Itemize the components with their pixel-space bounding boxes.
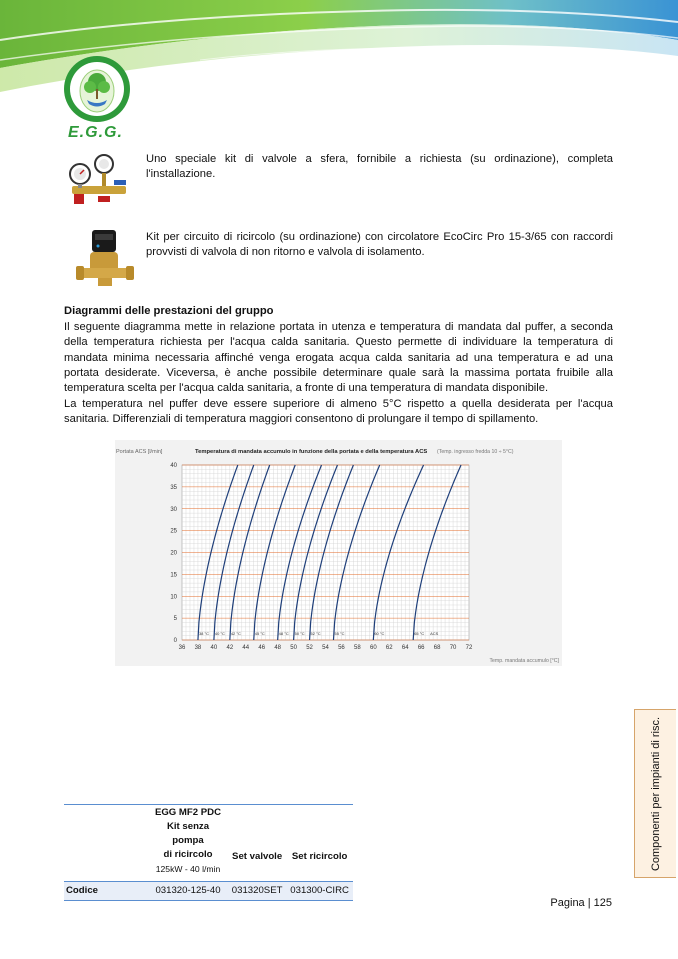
x-tick-label: 58 [354, 645, 361, 651]
y-tick-label: 20 [170, 550, 177, 557]
y-tick-label: 25 [170, 528, 177, 535]
page-number: Pagina | 125 [550, 897, 612, 909]
y-tick-label: 5 [173, 616, 177, 623]
table-header-valves [228, 805, 286, 882]
y-tick-label: 30 [170, 506, 177, 513]
side-section-tab[interactable] [634, 709, 676, 878]
product-circulator-text: Kit per circuito di ricircolo (su ordinazione) con circolatore EcoCirc Pro 15-3/65 con raccordi provvisti di valvola di non ritorno e valvola di isolamento. [146, 231, 613, 259]
chart-grid [182, 465, 469, 640]
code-kit: 031320-125-40 [148, 882, 228, 901]
x-tick-label: 70 [449, 645, 457, 651]
brand-logo-text: E.G.G. [68, 124, 123, 141]
curve-label: 45 °C [254, 631, 265, 636]
curve-label: 52 °C [310, 631, 321, 636]
header-recirc-label: Set ricircolo [291, 851, 348, 862]
curve-label: 48 °C [278, 631, 289, 636]
y-tick-label: 15 [170, 572, 177, 579]
x-tick-label: 44 [242, 645, 250, 651]
performance-chart-svg [115, 440, 562, 666]
curve-label: 65 °C [414, 631, 425, 636]
table-row [64, 882, 353, 901]
x-tick-label: 68 [433, 645, 441, 651]
egg-logo-icon [62, 54, 132, 124]
x-tick-label: 66 [417, 645, 425, 651]
curve-label: 42 °C [230, 631, 241, 636]
section-paragraph-2: La temperatura nel puffer deve essere superiore di almeno 5°C rispetto a quella desiderata per l'acqua sanitaria. Differenziali di temperatura maggiori consentono di prolungare il tempo di spillamento. [64, 398, 613, 426]
y-tick-label: 40 [170, 463, 177, 469]
product-codes-table [64, 804, 353, 901]
code-recirc: 031300-CIRC [286, 882, 353, 901]
row-label: Codice [64, 882, 148, 901]
header-kit-desc-2: di ricircolo [163, 849, 213, 860]
x-tick-label: 62 [385, 645, 393, 651]
header-kit-desc-1: Kit senza pompa [166, 821, 210, 846]
curve-label: 50 °C [294, 631, 305, 636]
y-tick-label: 10 [170, 594, 177, 601]
curve-label: 55 °C [334, 631, 345, 636]
circulator-pump-icon [74, 226, 136, 292]
header-kit-spec: 125kW - 40 l/min [155, 864, 221, 874]
x-tick-label: 46 [258, 645, 266, 651]
code-valves: 031320SET [228, 882, 286, 901]
x-tick-label: 36 [178, 645, 186, 651]
product-valve-kit-text: Uno speciale kit di valvole a sfera, fornibile a richiesta (su ordinazione), completa l'installazione. [146, 153, 613, 181]
x-tick-label: 60 [369, 645, 377, 651]
section-paragraph-1: Il seguente diagramma mette in relazione portata in utenza e temperatura di mandata dal puffer, a seconda della temperatura richiesta per l'acqua calda sanitaria. Questo permette di individuare la temperatura di mandata minima necessaria affinché venga erogata acqua calda sanitaria ad una temperatura e ad una portata desiderate. Viceversa, è anche possibile determinare quale sarà la massima portata fruibile alla temperatura scelta per l'acqua calda sanitaria, a fronte di una temperatura di mandata disponibile. [64, 321, 613, 395]
x-tick-label: 50 [290, 645, 297, 651]
curve-label: 40 °C [214, 631, 225, 636]
y-tick-label: 35 [170, 484, 177, 491]
chart-title: Temperatura di mandata accumulo in funzione della portata e della temperatura ACS [195, 449, 428, 455]
y-tick-label: 0 [173, 638, 177, 644]
x-tick-label: 48 [274, 645, 282, 651]
valve-kit-icon [64, 150, 134, 220]
table-header-recirc [286, 805, 353, 882]
table-header-empty [64, 805, 148, 882]
side-tab-label: Componenti per impianti di risc. [649, 716, 662, 871]
table-header-kit [148, 805, 228, 882]
x-tick-label: 42 [226, 645, 234, 651]
section-title: Diagrammi delle prestazioni del gruppo [64, 305, 274, 317]
x-tick-label: 38 [194, 645, 202, 651]
table-header-row [64, 805, 353, 882]
performance-chart [115, 440, 562, 666]
curve-label: ACS [430, 631, 439, 636]
curve-label: 38 °C [198, 631, 210, 636]
header-kit-model: EGG MF2 PDC [154, 807, 222, 818]
x-tick-label: 40 [210, 645, 218, 651]
curve-label: 60 °C [374, 631, 385, 636]
chart-xlabel: Temp. mandata accumulo [°C] [489, 658, 559, 664]
x-tick-label: 54 [322, 645, 329, 651]
chart-ylabel: Portata ACS [l/min] [116, 449, 163, 455]
x-tick-label: 56 [338, 645, 345, 651]
chart-subtitle: (Temp. ingresso fredda 10 ÷ 5°C) [437, 449, 514, 455]
x-tick-label: 72 [465, 645, 473, 651]
x-tick-label: 64 [401, 645, 409, 651]
header-valves-label: Set valvole [232, 851, 283, 862]
x-tick-label: 52 [306, 645, 313, 651]
